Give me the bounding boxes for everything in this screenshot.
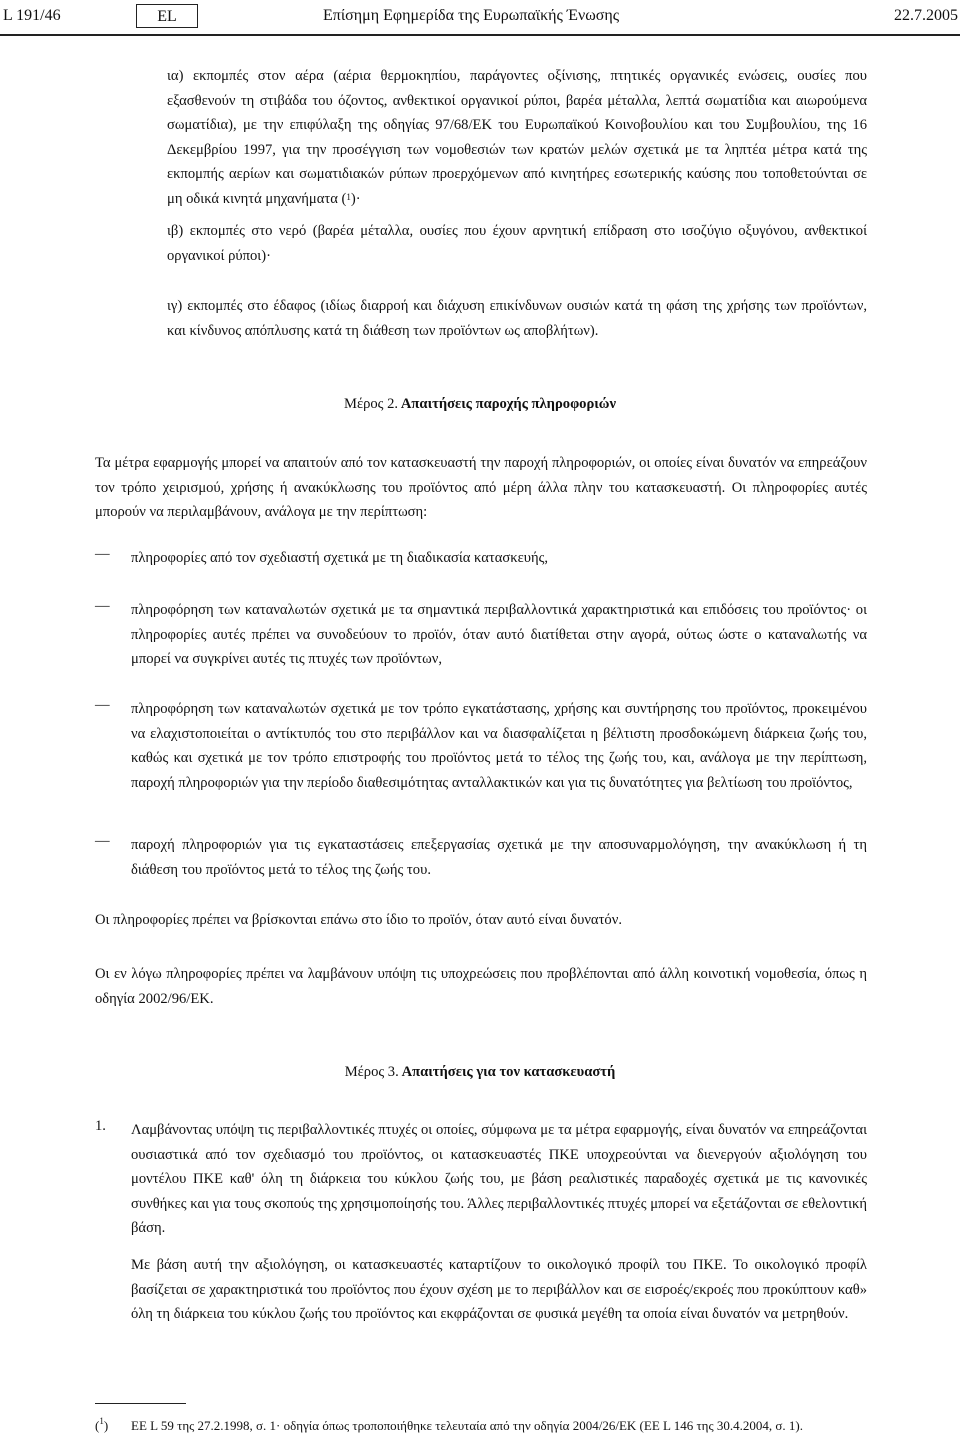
language-badge: EL xyxy=(136,4,198,28)
dash-marker: — xyxy=(95,697,110,713)
page-header xyxy=(0,4,960,30)
part3-heading xyxy=(0,1064,960,1081)
header-rule xyxy=(0,34,960,36)
part3-title: Απαιτήσεις για τον κατασκευαστή xyxy=(401,1064,616,1080)
dash-item-1: πληροφορίες από τον σχεδιαστή σχετικά με τη διαδικασία κατασκευής, xyxy=(131,550,549,566)
dash-item-3: πληροφόρηση των καταναλωτών σχετικά με τον τρόπο εγκατάστασης, χρήσης και συντήρησης του προϊόντος, προκειμένου να ελαχιστοποιείται ο αντίκτυπός του στο περιβάλλον και να διασφαλίζεται η βέλτιστη προσδοκώμενη διάρκεια ζωής του, καθώς και σχετικά με τον τρόπο επιστροφής του προϊόντος μετά το τέλος της ζωής του, και, ανάλογα με την περίπτωση, παροχή πληροφοριών για την περίοδο διαθεσιμότητας ανταλλακτικών και για τις δυνατότητες για βελτίωση του προϊόντος, xyxy=(131,701,867,791)
footnote-ref[interactable]: 1 xyxy=(346,191,351,202)
dash-marker: — xyxy=(95,598,110,614)
part2-heading xyxy=(0,396,960,413)
item-ia: ια) εκπομπές στον αέρα (αέρια θερμοκηπίου, παράγοντες οξίνισης, πτητικές οργανικές ενώσεις, ουσίες που εξασθενούν τη στιβάδα του όζοντος, ανθεκτικοί οργανικοί ρύποι, βαρέα μέταλλα, λεπτά σωματίδια και αιωρούμενα σωματίδια), με την επιφύλαξη της οδηγίας 97/68/ΕΚ του Ευρωπαϊκού Κοινοβουλίου και του Συμβουλίου, της 16 Δεκεμβρίου 1997, για την προσέγγιση των νομοθεσιών των κρατών μελών σχετικά με τα ληπτέα μέτρα κατά της εκπομπής αερίων και σωματιδιακών ρύπων προερχόμενων από κινητήρες εσωτερικής καύσης που τοποθετούνται σε μη οδικά κινητά μηχανήματα ($^1$)· xyxy=(167,68,867,207)
part2-intro: Τα μέτρα εφαρμογής μπορεί να απαιτούν από τον κατασκευαστή την παροχή πληροφοριών, οι οποίες είναι δυνατόν να επηρεάζουν τον τρόπο χειρισμού, χρήσης ή ανακύκλωσης του προϊόντος από μέρη άλλα πλην του κατασκευαστή. Οι πληροφορίες αυτές μπορούν να περιλαμβάνουν, ανάλογα με την περίπτωση: xyxy=(95,455,867,520)
dash-marker: — xyxy=(95,833,110,849)
item-ib: ιβ) εκπομπές στο νερό (βαρέα μέταλλα, ουσίες που έχουν αρνητική επίδραση στο ισοζύγιο οξυγόνου, ανθεκτικοί οργανικοί ρύποι)· xyxy=(167,223,867,264)
item-ig: ιγ) εκπομπές στο έδαφος (ιδίως διαρροή και διάχυση επικίνδυνων ουσιών κατά τη φάση της χρήσης των προϊόντων, και κίνδυνος απόπλυσης κατά τη διάθεση των προϊόντων ως αποβλήτων). xyxy=(167,298,867,339)
para-same-product: Οι πληροφορίες πρέπει να βρίσκονται επάνω στο ίδιο το προϊόν, όταν αυτό είναι δυνατόν. xyxy=(95,912,622,928)
footnote-rule xyxy=(95,1403,186,1404)
dash-item-2: πληροφόρηση των καταναλωτών σχετικά με τα σημαντικά περιβαλλοντικά χαρακτηριστικά και επιδόσεις του προϊόντος· οι πληροφορίες αυτές πρέπει να συνοδεύουν το προϊόν, όταν αυτό διατίθεται στην αγορά, ούτως ώστε ο καταναλωτής να μπορεί να συγκρίνει αυτές τις πτυχές των προϊόντων, xyxy=(131,602,867,667)
part2-label: Μέρος 2. xyxy=(343,396,399,412)
para-obligations: Οι εν λόγω πληροφορίες πρέπει να λαμβάνουν υπόψη τις υποχρεώσεις που προβλέπονται από άλλη κοινοτική νομοθεσία, όπως η οδηγία 2002/96/ΕΚ. xyxy=(95,966,867,1007)
footnote-text: ΕΕ L 59 της 27.2.1998, σ. 1· οδηγία όπως τροποποιήθηκε τελευταία από την οδηγία 2004/26/ΕΚ (ΕΕ L 146 της 30.4.2004, σ. 1). xyxy=(131,1418,803,1433)
footnote-marker: ($^1$) xyxy=(95,1416,109,1433)
item-1-number: 1. xyxy=(95,1118,106,1134)
publication-date: 22.7.2005 xyxy=(894,7,958,24)
item-1-continuation: Με βάση αυτή την αξιολόγηση, οι κατασκευαστές καταρτίζουν το οικολογικό προφίλ του ΠΚΕ. Το οικολογικό προφίλ βασίζεται σε χαρακτηριστικά του προϊόντος που έχουν σχέση με το περιβάλλον και σε εισροές/εκροές που προκύπτουν καθ» όλη τη διάρκεια του κύκλου ζωής του προϊόντος και εκφράζονται σε φυσικά μεγέθη τα οποία είναι δυνατόν να μετρηθούν. xyxy=(131,1257,867,1322)
page-reference: L 191/46 xyxy=(3,7,61,24)
part3-label: Μέρος 3. xyxy=(344,1064,399,1080)
journal-title: Επίσημη Εφημερίδα της Ευρωπαϊκής Ένωσης xyxy=(323,7,620,24)
part2-title: Απαιτήσεις παροχής πληροφοριών xyxy=(400,396,616,412)
item-1-text: Λαμβάνοντας υπόψη τις περιβαλλοντικές πτυχές οι οποίες, σύμφωνα με τα μέτρα εφαρμογής, είναι δυνατόν να επηρεάζονται ουσιαστικά από τον σχεδιασμό του προϊόντος, οι κατασκευαστές ΠΚΕ υποχρεούνται να διενεργούν αξιολόγηση του μοντέλου ΠΚΕ καθ' όλη τη διάρκεια του κύκλου ζωής του, με βάση ρεαλιστικές παραδοχές σχετικά με τις κανονικές συνθήκες και για τους σκοπούς της χρησιμοποίησής του. Άλλες περιβαλλοντικές πτυχές μπορεί να εξετάζονται σε εθελοντική βάση. xyxy=(131,1122,867,1236)
dash-marker: — xyxy=(95,546,110,562)
dash-item-4: παροχή πληροφοριών για τις εγκαταστάσεις επεξεργασίας σχετικά με την αποσυναρμολόγηση, την ανακύκλωση ή τη διάθεση του προϊόντος μετά το τέλος της ζωής του. xyxy=(131,837,867,878)
